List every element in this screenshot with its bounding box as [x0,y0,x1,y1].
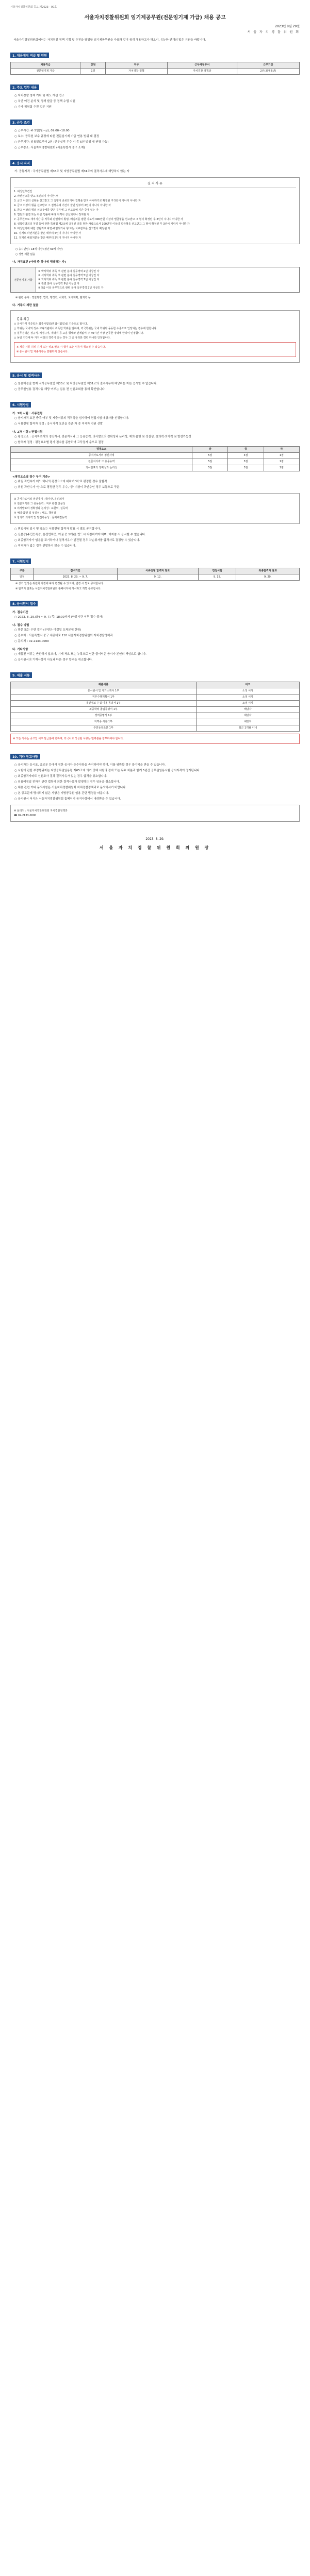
section-2-title: 2. 주요 업무 내용 [10,84,39,90]
table-header: 제출서류 [11,682,197,688]
list-item: ○ 자치경찰 정책 기획 및 제도 개선 연구 [14,94,64,97]
disqualification-title: 결 격 사 유 [14,181,296,188]
list-item: ○ 응시자격 요건 충족 여부 및 제출서류의 적격성을 심사하여 면접시험 대상자를 선정합니다. [14,417,129,420]
list-item: ○ 서류전형 합격자 결정 : 응시자격 요건을 갖춘 자 중 적격자 전원 선발 [14,422,103,426]
list-item: ○ 동일 기간에 두 가지 이상의 경력이 있는 경우 그 중 유리한 경력 하나만 인정합니다. [14,336,111,340]
table-cell: 1점 [264,453,299,459]
table-header: 평정요소 [11,447,192,453]
intro-paragraph: 서울자치경찰위원회에서는 자치경찰 정책 기획 및 추진을 담당할 임기제공무원을 다음과 같이 공개 채용하고자 하오니, 유능한 인재의 많은 지원을 바랍니다. [13,39,206,42]
section-5-title: 5. 응시 및 결격사유 [10,372,42,378]
table-header: 면접시험 [198,568,236,574]
schedule-note: ※ 합격자 발표는 서울자치경찰위원회 홈페이지에 게시하고 개별 통보합니다. [15,587,102,590]
warning-line: ※ 제출 서류 허위 기재 또는 위조·변조 시 합격 또는 임용이 취소될 수 있습니다. [17,346,106,349]
table-cell: 최종학력 졸업증명서 1부 [11,707,197,713]
table-cell: 3점 [228,459,264,465]
table-cell: 직무수행계획서 1부 [11,694,197,701]
warning-line: ※ 모든 서류는 공고일 이후 발급분에 한하며, 외국어로 작성된 서류는 번역본을 첨부하여야 합니다. [13,737,124,740]
table-cell: 개인정보 수집·이용 동의서 1부 [11,701,197,707]
recruit-table [10,62,300,75]
table-header: 직무 [106,62,167,69]
document-screening-title: 가. 1차 시험 : 서류전형 [12,412,43,415]
list-item: ○ 적격자가 없는 경우 선발하지 않을 수 있습니다. [14,545,76,548]
table-row [11,694,300,701]
table-header: 접수기간 [34,568,117,574]
list-item: 1. 피성년후견인 [14,190,32,193]
list-item: ○ 근무시간: 주 5일(월~금), 09:00~18:00 [14,129,70,132]
documents-table [10,682,300,732]
qualification-label: 전문임기제 가급 [11,267,36,292]
application-method-title: 나. 접수 방법 [12,624,29,627]
table-cell: 의사발표의 정확성과 논리성 [11,465,192,471]
notice-title: 【 유 의 】 [16,318,30,321]
section-6-title: 6. 시험방법 [10,402,31,408]
table-header: 하 [264,447,299,453]
table-cell: 3점 [228,465,264,471]
list-item: ○ 방문 또는 우편 접수 (우편은 마감일 도착분에 한함) [14,629,81,632]
qualification-subtitle: 나. 자격요건 (아래 중 하나에 해당하는 자) [12,261,66,264]
table-cell: 자치경찰 정책 [106,69,167,75]
section-9-title: 9. 제출 서류 [10,672,32,678]
table-cell: 공직자로서의 정신자세 [11,453,192,459]
table-row [11,701,300,707]
schedule-note: ※ 상기 일정은 위원회 사정에 따라 변경될 수 있으며, 변경 시 별도 공지합니다. [15,582,104,585]
list-item: 3. 금고 이상의 실형을 선고받고 그 집행이 종료되거나 집행을 받지 아니하기로 확정된 후 5년이 지나지 아니한 자 [14,199,141,202]
common-qualification: 가. 공통자격 : 국가공무원법 제33조 및 지방공무원법 제31조의 결격사유에 해당하지 않는 자 [14,170,129,173]
table-cell: 해당자 [196,719,299,725]
list-item: ○ 접수처 : 서울특별시 중구 세종대로 110 서울자치경찰위원회 자치경찰정책과 [14,634,113,637]
table-cell: 1점 [264,459,299,465]
table-cell: 해당자 [196,707,299,713]
list-item: ○ 기타 위원회 추진 업무 지원 [14,106,52,109]
list-item: ○ 응시자격 기준일은 최종시험일(면접시험일)을 기준으로 합니다. [14,323,88,326]
table-cell: 소정 서식 [196,688,299,694]
list-item: ○ 근무기간: 임용일로부터 2년 (근무실적 우수 시 총 5년 범위 내 연장 가능) [14,141,109,144]
table-row [11,69,300,75]
list-item: ○ 실무경력은 정규직, 비정규직, 계약직 등 고용 형태와 관계없이 주 40시간 이상 근무한 경력에 한하여 인정합니다. [14,332,144,335]
age-requirement: ○ 응시연령 : 18세 이상 (정년 60세 미만) [15,248,63,251]
list-item: ○ 응시자는 응시표, 공고문 등에서 정한 응시자 준수사항을 숙지하여야 하며, 이를 위반할 경우 불이익을 받을 수 있습니다. [14,764,166,767]
table-cell: 전문임기제 가급 [11,69,80,75]
list-item: ⑤ 5급 이상 공무원으로 관련 분야 실무경력 2년 이상인 자 [38,286,104,290]
section-5 [10,369,300,379]
contact-line: ※ 문의처 : 서울자치경찰위원회 자치경찰정책과 [14,809,68,812]
list-item: ○ 공무원임용 결격사유 해당 여부는 임용 전 신원조회를 통해 확인합니다. [14,388,106,391]
scoring-criteria-title: <평정요소별 점수 부여 기준> [12,476,51,479]
table-cell: 1점 [264,465,299,471]
list-item: ① 공직자로서의 정신자세 : 국가관, 윤리의식 [14,498,64,501]
page-title: 서울자치경찰위원회 임기제공무원(전문임기제 가급) 채용 공고 [84,15,226,21]
list-item: ○ 위원 과반수가 '상'으로 평정한 경우 우수, '중' 이상이 과반수인 경우 보통으로 구분 [14,486,120,489]
table-header: 비고 [196,682,299,688]
table-cell: 2년(최대 5년) [237,69,299,75]
list-item: 11. 징계로 해임처분을 받은 때부터 3년이 지나지 아니한 자 [14,236,81,240]
table-header: 구분 [11,568,34,574]
table-header: 중 [228,447,264,453]
list-item: ⑤ 창의력·의지력 및 발전가능성 : 문제해결능력 [14,516,67,519]
list-item: ④ 관련 분야 실무경력 9년 이상인 자 [38,282,79,285]
list-item: ○ 임용예정일 현재 국가공무원법 제33조 및 지방공무원법 제31조의 결격사유에 해당하는 자는 응시할 수 없습니다. [14,382,158,385]
section-4-title: 4. 응시 자격 [10,160,32,166]
table-row [11,719,300,725]
table-cell: 2023. 8. 29. ~ 9. 7. [34,574,117,581]
list-item: ○ 치안 여건 분석 및 정책 발굴 등 정책 수립 지원 [14,100,75,103]
list-item: ③ 의사발표의 정확성과 논리성 : 표현력, 설득력 [14,507,68,510]
table-cell: 소정 서식 [196,694,299,701]
contact-line: ☎ 02-2133-0000 [14,814,37,817]
table-cell: 3점 [228,453,264,459]
footer-date: 2023. 8. 29. [145,837,165,841]
table-cell: 5점 [192,453,228,459]
list-item: ○ 신분증(주민등록증, 운전면허증, 여권 중 1개)을 반드시 지참하여야 하며, 미지참 시 응시할 수 없습니다. [14,533,146,536]
list-item: ○ 응시원서 서식은 서울자치경찰위원회 홈페이지 공지사항에서 내려받을 수 있습니다. [14,798,121,801]
table-row [11,453,300,459]
interview-criteria-box [10,493,300,524]
interview-title: 나. 2차 시험 : 면접시험 [12,431,43,434]
table-header: 근무예정부서 [167,62,237,69]
table-cell: 5점 [192,465,228,471]
list-item: ○ 보수: 공무원 보수 규정에 따른 전문임기제 가급 연봉 범위 내 결정 [14,135,100,138]
table-cell: 경력증명서 1부 [11,713,197,719]
list-item: ② 전문지식과 그 응용능력 : 직무 관련 전문성 [14,502,66,505]
application-period-title: 가. 접수기간 [12,611,28,614]
section-3-title: 3. 근무 조건 [10,120,32,125]
warning-box [14,342,296,357]
disqualification-box [10,177,300,244]
section-3 [10,116,300,126]
table-header: 근무기간 [237,62,299,69]
contact-box [10,805,300,822]
list-item: ○ 시험에 관한 부정행위자는 지방공무원임용령 제65조에 의거 당해 시험의 정지 또는 무효 처분과 함께 5년간 공무원임용시험 응시자격이 정지됩니다. [14,769,201,772]
list-item: ○ 합격자 결정 : 평정요소별 평가 점수를 종합하여 고득점자 순으로 결정 [14,441,104,444]
table-cell: 해당자 [196,713,299,719]
table-row [11,459,300,465]
table-cell: 주민등록초본 1부 [11,725,197,732]
table-row [11,574,300,581]
section-1 [10,49,300,59]
list-item: ○ 학위는 국내외 정규 교육기관에서 취득한 학위를 말하며, 외국학위는 국내 학위와 동등한 수준으로 인정되는 경우에 한합니다. [14,327,157,330]
list-item: ① 박사학위 취득 후 관련 분야 실무경력 2년 이상인 자 [38,270,100,273]
table-header: 서류전형 합격자 발표 [117,568,198,574]
table-cell: 일정 [11,574,34,581]
table-cell: 소정 서식 [196,701,299,707]
list-item: ○ 면접시험 일시 및 장소는 서류전형 합격자 발표 시 별도 공지합니다. [14,528,101,531]
table-cell: 9. 15. [198,574,236,581]
section-4 [10,157,300,166]
list-item: ② 석사학위 취득 후 관련 분야 실무경력 5년 이상인 자 [38,274,100,277]
residence-requirement: 다. 거주지 제한 없음 [12,304,39,307]
scoring-table [10,446,300,471]
list-item: ○ 채용 관련 기타 문의사항은 서울자치경찰위원회 자치경찰정책과로 문의하시기 바랍니다. [14,786,127,789]
list-item: 10. 징계로 파면처분을 받은 때부터 5년이 지나지 아니한 자 [14,232,81,235]
list-item: 6. 법원의 판결 또는 다른 법률에 따라 자격이 상실되거나 정지된 자 [14,213,90,216]
list-item: 5. 금고 이상의 형의 선고유예를 받은 경우에 그 선고유예 기간 중에 있는 자 [14,209,99,212]
list-item: 9. 미성년자에 대한 성범죄로 파면·해임되거나 형 또는 치료감호를 선고받아 확정된 자 [14,227,110,230]
list-item: ○ 근무장소: 서울자치경찰위원회 (서울특별시 중구 소재) [14,146,85,149]
table-cell: 9. 20. [236,574,300,581]
table-cell: 5점 [192,459,228,465]
organization-name: 서 울 자 치 경 찰 위 원 회 [247,30,300,34]
list-item: ○ 최종합격자라도 신원조사 결과 결격사유가 있는 경우 합격을 취소합니다. [14,775,107,778]
table-cell: 최근 1개월 이내 [196,725,299,732]
table-header: 채용직급 [11,62,80,69]
list-item: 2. 파산선고를 받고 복권되지 아니한 자 [14,195,58,198]
list-item: ○ 최종합격자가 임용을 포기하거나 결격사유가 발견될 경우 차순위자를 합격자로 결정할 수 있습니다. [14,539,140,542]
table-cell: 응시원서 및 자기소개서 1부 [11,688,197,694]
document-page [10,0,300,865]
list-item: ○ 문의처 : 02-2133-0000 [14,640,49,643]
document-number: 서울자치경찰위원회 공고 제2023 - 00호 [10,6,57,9]
section-10-title: 10. 기타 참고사항 [10,754,40,759]
list-item: 4. 금고 이상의 형을 선고받고 그 집행유예 기간이 끝난 날부터 2년이 지나지 아니한 자 [14,204,111,207]
table-cell: 전문지식과 그 응용능력 [11,459,192,465]
table-row [11,713,300,719]
list-item: ○ 2023. 8. 29.(화) ~ 9. 7.(목) 18:00까지 (마감시간 이후 접수 불가) [14,616,103,619]
list-item: ③ 학사학위 취득 후 관련 분야 실무경력 7년 이상인 자 [38,278,100,281]
section-8 [10,597,300,607]
publish-date: 2023년 8월 29일 [275,25,300,28]
notice-box [10,310,300,363]
table-header: 최종합격자 발표 [236,568,300,574]
table-row [11,725,300,732]
section-7-title: 7. 시험일정 [10,558,31,564]
table-cell: 자치경찰 정책과 [167,69,237,75]
table-header: 상 [192,447,228,453]
list-item: ○ 임용예정일 전까지 관련 법령에 의한 결격사유가 발생하는 경우 임용을 취소합니다. [14,781,120,784]
section-10 [10,750,300,760]
list-item: ○ 평정요소 : 공직자로서의 정신자세, 전문지식과 그 응용능력, 의사발표의 정확성과 논리성, 예의·품행 및 성실성, 창의력·의지력 및 발전가능성 [14,435,191,438]
section-2 [10,81,300,91]
table-cell: 9. 12. [117,574,198,581]
list-item: 7. 공무원으로 재직기간 중 직무와 관련하여 횡령, 배임죄를 범한 자로서 300만원 이상의 벌금형을 선고받고 그 형이 확정된 후 2년이 지나지 아니한 자 [14,218,183,221]
section-6 [10,398,300,408]
other-matters-title: 다. 기타사항 [12,648,28,651]
table-row [11,465,300,471]
documents-warning [10,734,300,744]
section-7 [10,555,300,565]
list-item: ○ 제출된 서류는 반환하지 않으며, 기재 착오 또는 누락으로 인한 불이익은 응시자 본인의 책임으로 합니다. [14,653,146,656]
section-1-title: 1. 채용예정 직급 및 인원 [10,53,49,58]
list-item: ○ 위원 과반수가 어느 하나의 평정요소에 대하여 '하'로 평정한 경우 불합격 [14,480,107,483]
schedule-table [10,568,300,581]
footer-organization: 서 울 자 치 경 찰 위 원 회 위 원 장 [99,845,211,850]
section-9 [10,669,300,679]
list-item: ④ 예의·품행 및 성실성 : 태도, 책임감 [14,512,56,515]
list-item: ○ 본 공고문에 명시되지 않은 사항은 지방공무원 임용 관련 법령을 따릅니다. [14,792,109,795]
table-cell: 자격증 사본 1부 [11,719,197,725]
list-item: 8. 성폭력범죄의 처벌 등에 관한 특례법 제2조에 규정된 죄를 범한 사람으로서 100만원 이상의 벌금형을 선고받고 그 형이 확정된 후 3년이 지나지 아니한 자 [14,223,190,226]
list-item: ○ 응시원서의 기재사항이 사실과 다른 경우 합격을 취소합니다. [14,658,93,662]
warning-line: ※ 응시원서 및 제출서류는 반환하지 않습니다. [17,350,69,353]
section-8-title: 8. 응시원서 접수 [10,601,38,606]
table-header: 인원 [80,62,106,69]
table-cell: 1명 [80,69,106,75]
related-fields: ※ 관련 분야 : 경찰행정, 법학, 행정학, 사회학, 도시계획, 범죄학 등 [15,296,91,299]
table-row [11,707,300,713]
qualification-box [10,267,300,293]
table-row [11,688,300,694]
gender-requirement: ○ 성별 제한 없음 [15,253,36,256]
